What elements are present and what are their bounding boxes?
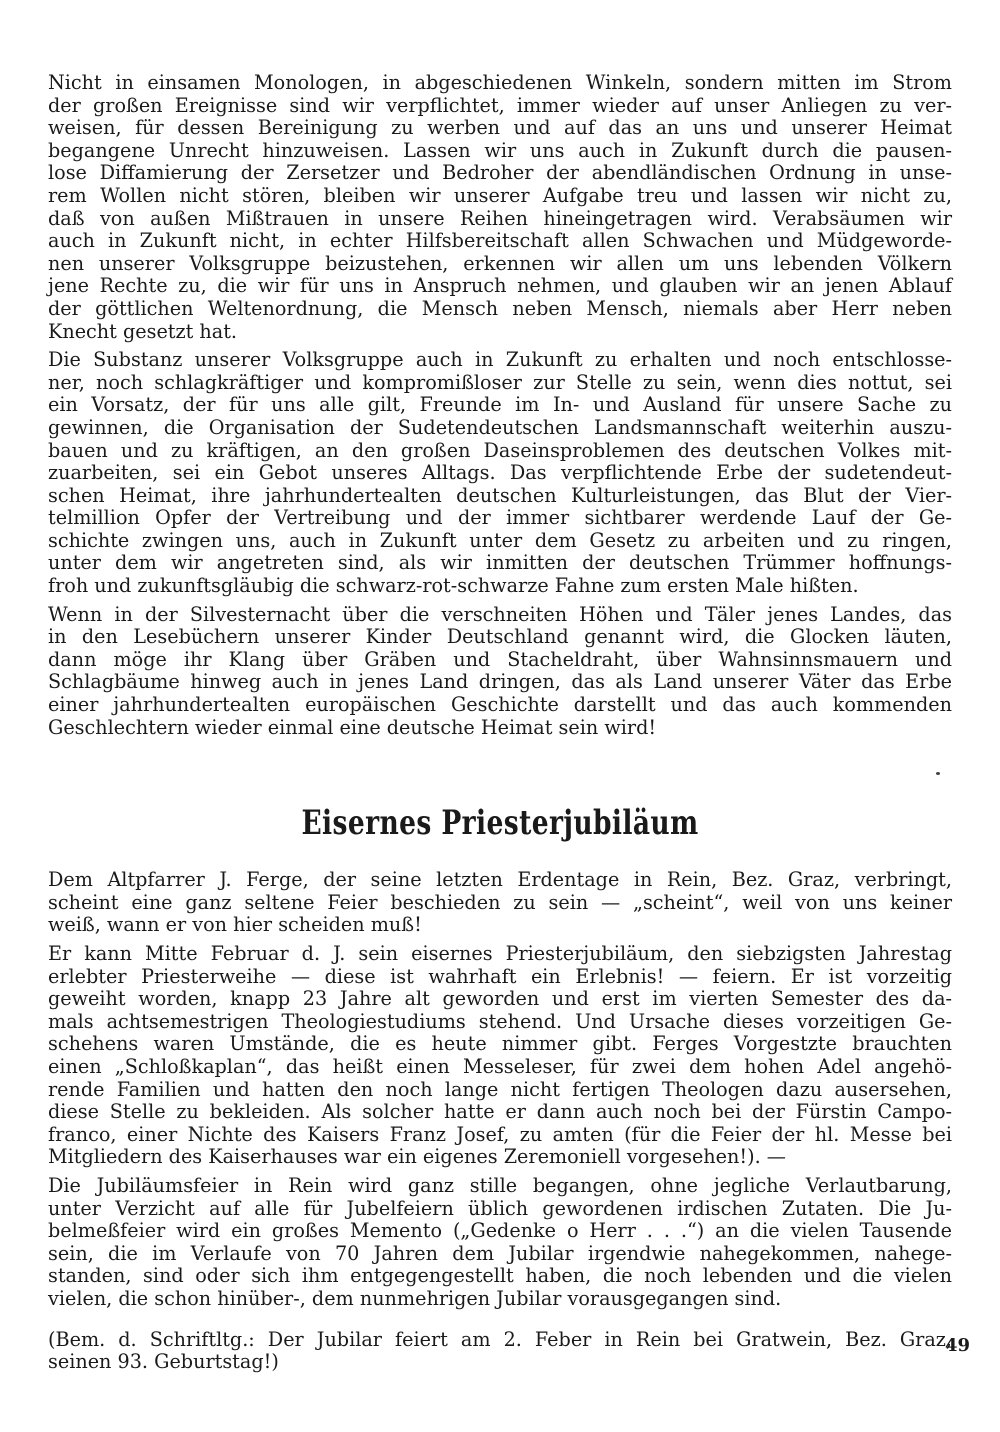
text-line: jene Rechte zu, die wir für uns in Anspruch nehmen, und glauben wir an jenen Ablauf <box>48 274 952 298</box>
text-line: schichte zwingen uns, auch in Zukunft unter dem Gesetz zu arbeiten und zu ringen, <box>48 528 952 552</box>
text-line: rende Familien und hatten den noch lange nicht fertigen Theologen dazu ausersehen, <box>48 1077 952 1101</box>
text-line: ner, noch schlagkräftiger und kompromißloser zur Stelle zu sein, wenn dies nottut, sei <box>48 370 952 394</box>
text-line: schen Heimat, ihre jahrhundertealten deutschen Kulturleistungen, das Blut der Vier- <box>48 483 952 507</box>
article-2 <box>48 803 952 1373</box>
text-line: Nicht in einsamen Monologen, in abgeschiedenen Winkeln, sondern mitten im Strom <box>48 71 952 94</box>
article-title: Eisernes Priesterjubiläum <box>301 803 699 844</box>
text-line: standen, sind oder sich ihm entgegengestellt haben, die noch lebenden und die vielen <box>48 1264 952 1288</box>
text-line: sein, die im Verlaufe von 70 Jahren dem Jubilar irgendwie nahegekommen, nahege- <box>48 1241 952 1265</box>
text-line: belmeßfeier wird ein großes Memento („Gedenke o Herr . . .“) an die vielen Tausende <box>48 1219 952 1243</box>
text-line: mals achtsemestrigen Theologiestudiums stehend. Und Ursache dieses vorzeitigen Ge- <box>48 1009 952 1033</box>
text-line: scheint eine ganz seltene Feier beschieden zu sein — „scheint“, weil von uns keiner <box>48 890 952 914</box>
text-line: rem Wollen nicht stören, bleiben wir unserer Aufgabe treu und lassen wir nicht zu, <box>48 183 952 207</box>
text-line: zuarbeiten, sei ein Gebot unseres Alltags. Das verpflichtende Erbe der sudetendeut- <box>48 461 952 485</box>
text-line: nen unserer Volksgruppe beizustehen, erkennen wir allen um uns lebenden Völkern <box>48 251 952 275</box>
text-line: der großen Ereignisse sind wir verpflichtet, immer wieder auf unser Anliegen zu ver- <box>48 93 952 117</box>
paragraph <box>48 1175 952 1311</box>
paragraph <box>48 72 952 343</box>
text-line: der göttlichen Weltenordnung, die Mensch neben Mensch, niemals aber Herr neben <box>48 296 952 320</box>
text-line: daß von außen Mißtrauen in unsere Reihen hineingetragen wird. Verabsäumen wir <box>48 206 952 230</box>
page-number: 49 <box>944 1335 970 1356</box>
text-line: ein Vorsatz, der für uns alle gilt, Freunde im In- und Ausland für unsere Sache zu <box>48 393 952 417</box>
text-line: einen „Schloßkaplan“, das heißt einen Messeleser, für zwei dem hohen Adel angehö- <box>48 1054 952 1078</box>
editorial-note <box>48 1329 952 1374</box>
paragraph <box>48 869 952 937</box>
text-line: lose Diffamierung der Zersetzer und Bedroher der abendländischen Ordnung in unse- <box>48 161 952 185</box>
text-line: Schlagbäume hinweg auch in jenes Land dringen, das als Land unserer Väter das Erbe <box>48 670 952 694</box>
text-line: unter Verzicht auf alle für Jubelfeiern üblich gewordenen irdischen Zutaten. Die Ju- <box>48 1196 952 1220</box>
paragraph <box>48 604 952 740</box>
text-line: auch in Zukunft nicht, in echter Hilfsbereitschaft allen Schwachen und Müdgeworde- <box>48 229 952 253</box>
text-line: einer jahrhundertealten europäischen Geschichte darstellt und das auch kommenden <box>48 693 952 717</box>
text-line: dann möge ihr Klang über Gräben und Stacheldraht, über Wahnsinnsmauern und <box>48 647 952 671</box>
paragraph <box>48 943 952 1169</box>
text-line: (Bem. d. Schriftltg.: Der Jubilar feiert am 2. Feber in Rein bei Gratwein, Bez. Graz, <box>48 1327 952 1351</box>
text-line: franco, einer Nichte des Kaisers Franz Josef, zu amten (für die Feier der hl. Messe bei <box>48 1122 952 1146</box>
text-line: telmillion Opfer der Vertreibung und der immer sichtbarer werdende Lauf der Ge- <box>48 506 952 530</box>
print-speck <box>936 772 940 775</box>
text-line: geweiht worden, knapp 23 Jahre alt geworden und erst im vierten Semester des da- <box>48 987 952 1011</box>
section-spacer <box>48 745 952 803</box>
page-content <box>48 72 952 1380</box>
article-1 <box>48 72 952 739</box>
paragraph <box>48 349 952 598</box>
text-line: Geschlechtern wieder einmal eine deutsche Heimat sein wird! <box>48 715 657 739</box>
text-line: Mitgliedern des Kaiserhauses war ein eigenes Zeremoniell vorgesehen!). — <box>48 1145 786 1169</box>
text-line: Die Substanz unserer Volksgruppe auch in Zukunft zu erhalten und noch entschlosse- <box>48 348 952 372</box>
text-line: seinen 93. Geburtstag!) <box>48 1350 279 1374</box>
text-line: erlebter Priesterweihe — diese ist wahrhaft ein Erlebnis! — feiern. Er ist vorzeitig <box>48 964 952 988</box>
text-line: Er kann Mitte Februar d. J. sein eisernes Priesterjubiläum, den siebzigsten Jahrestag <box>48 942 952 965</box>
text-line: Knecht gesetzt hat. <box>48 319 238 343</box>
text-line: Wenn in der Silvesternacht über die verschneiten Höhen und Täler jenes Landes, das <box>48 602 952 626</box>
text-line: unter dem wir angetreten sind, als wir inmitten der deutschen Trümmer hoffnungs- <box>48 551 952 575</box>
text-line: weisen, für dessen Bereinigung zu werben und auf das an uns und unserer Heimat <box>48 116 952 140</box>
text-line: bauen und zu kräftigen, an den großen Daseinsproblemen des deutschen Volkes mit- <box>48 438 952 462</box>
text-line: weiß, wann er von hier scheiden muß! <box>48 913 422 937</box>
text-line: vielen, die schon hinüber-, dem nunmehrigen Jubilar vorausgegangen sind. <box>48 1286 782 1310</box>
text-line: froh und zukunftsgläubig die schwarz-rot-schwarze Fahne zum ersten Male hißten. <box>48 574 859 598</box>
text-line: diese Stelle zu bekleiden. Als solcher hatte er dann auch noch bei der Fürstin Campo- <box>48 1100 952 1124</box>
text-line: begangene Unrecht hinzuweisen. Lassen wir uns auch in Zukunft durch die pausen- <box>48 138 952 162</box>
text-line: gewinnen, die Organisation der Sudetendeutschen Landsmannschaft weiterhin auszu- <box>48 415 952 439</box>
text-line: Die Jubiläumsfeier in Rein wird ganz stille begangen, ohne jegliche Verlautbarung, <box>48 1173 952 1197</box>
text-line: in den Lesebüchern unserer Kinder Deutschland genannt wird, die Glocken läuten, <box>48 625 952 649</box>
text-line: Dem Altpfarrer J. Ferge, der seine letzten Erdentage in Rein, Bez. Graz, verbringt, <box>48 868 952 892</box>
text-line: schehens waren Umstände, die es heute nimmer gibt. Ferges Vorgestzte brauchten <box>48 1032 952 1056</box>
